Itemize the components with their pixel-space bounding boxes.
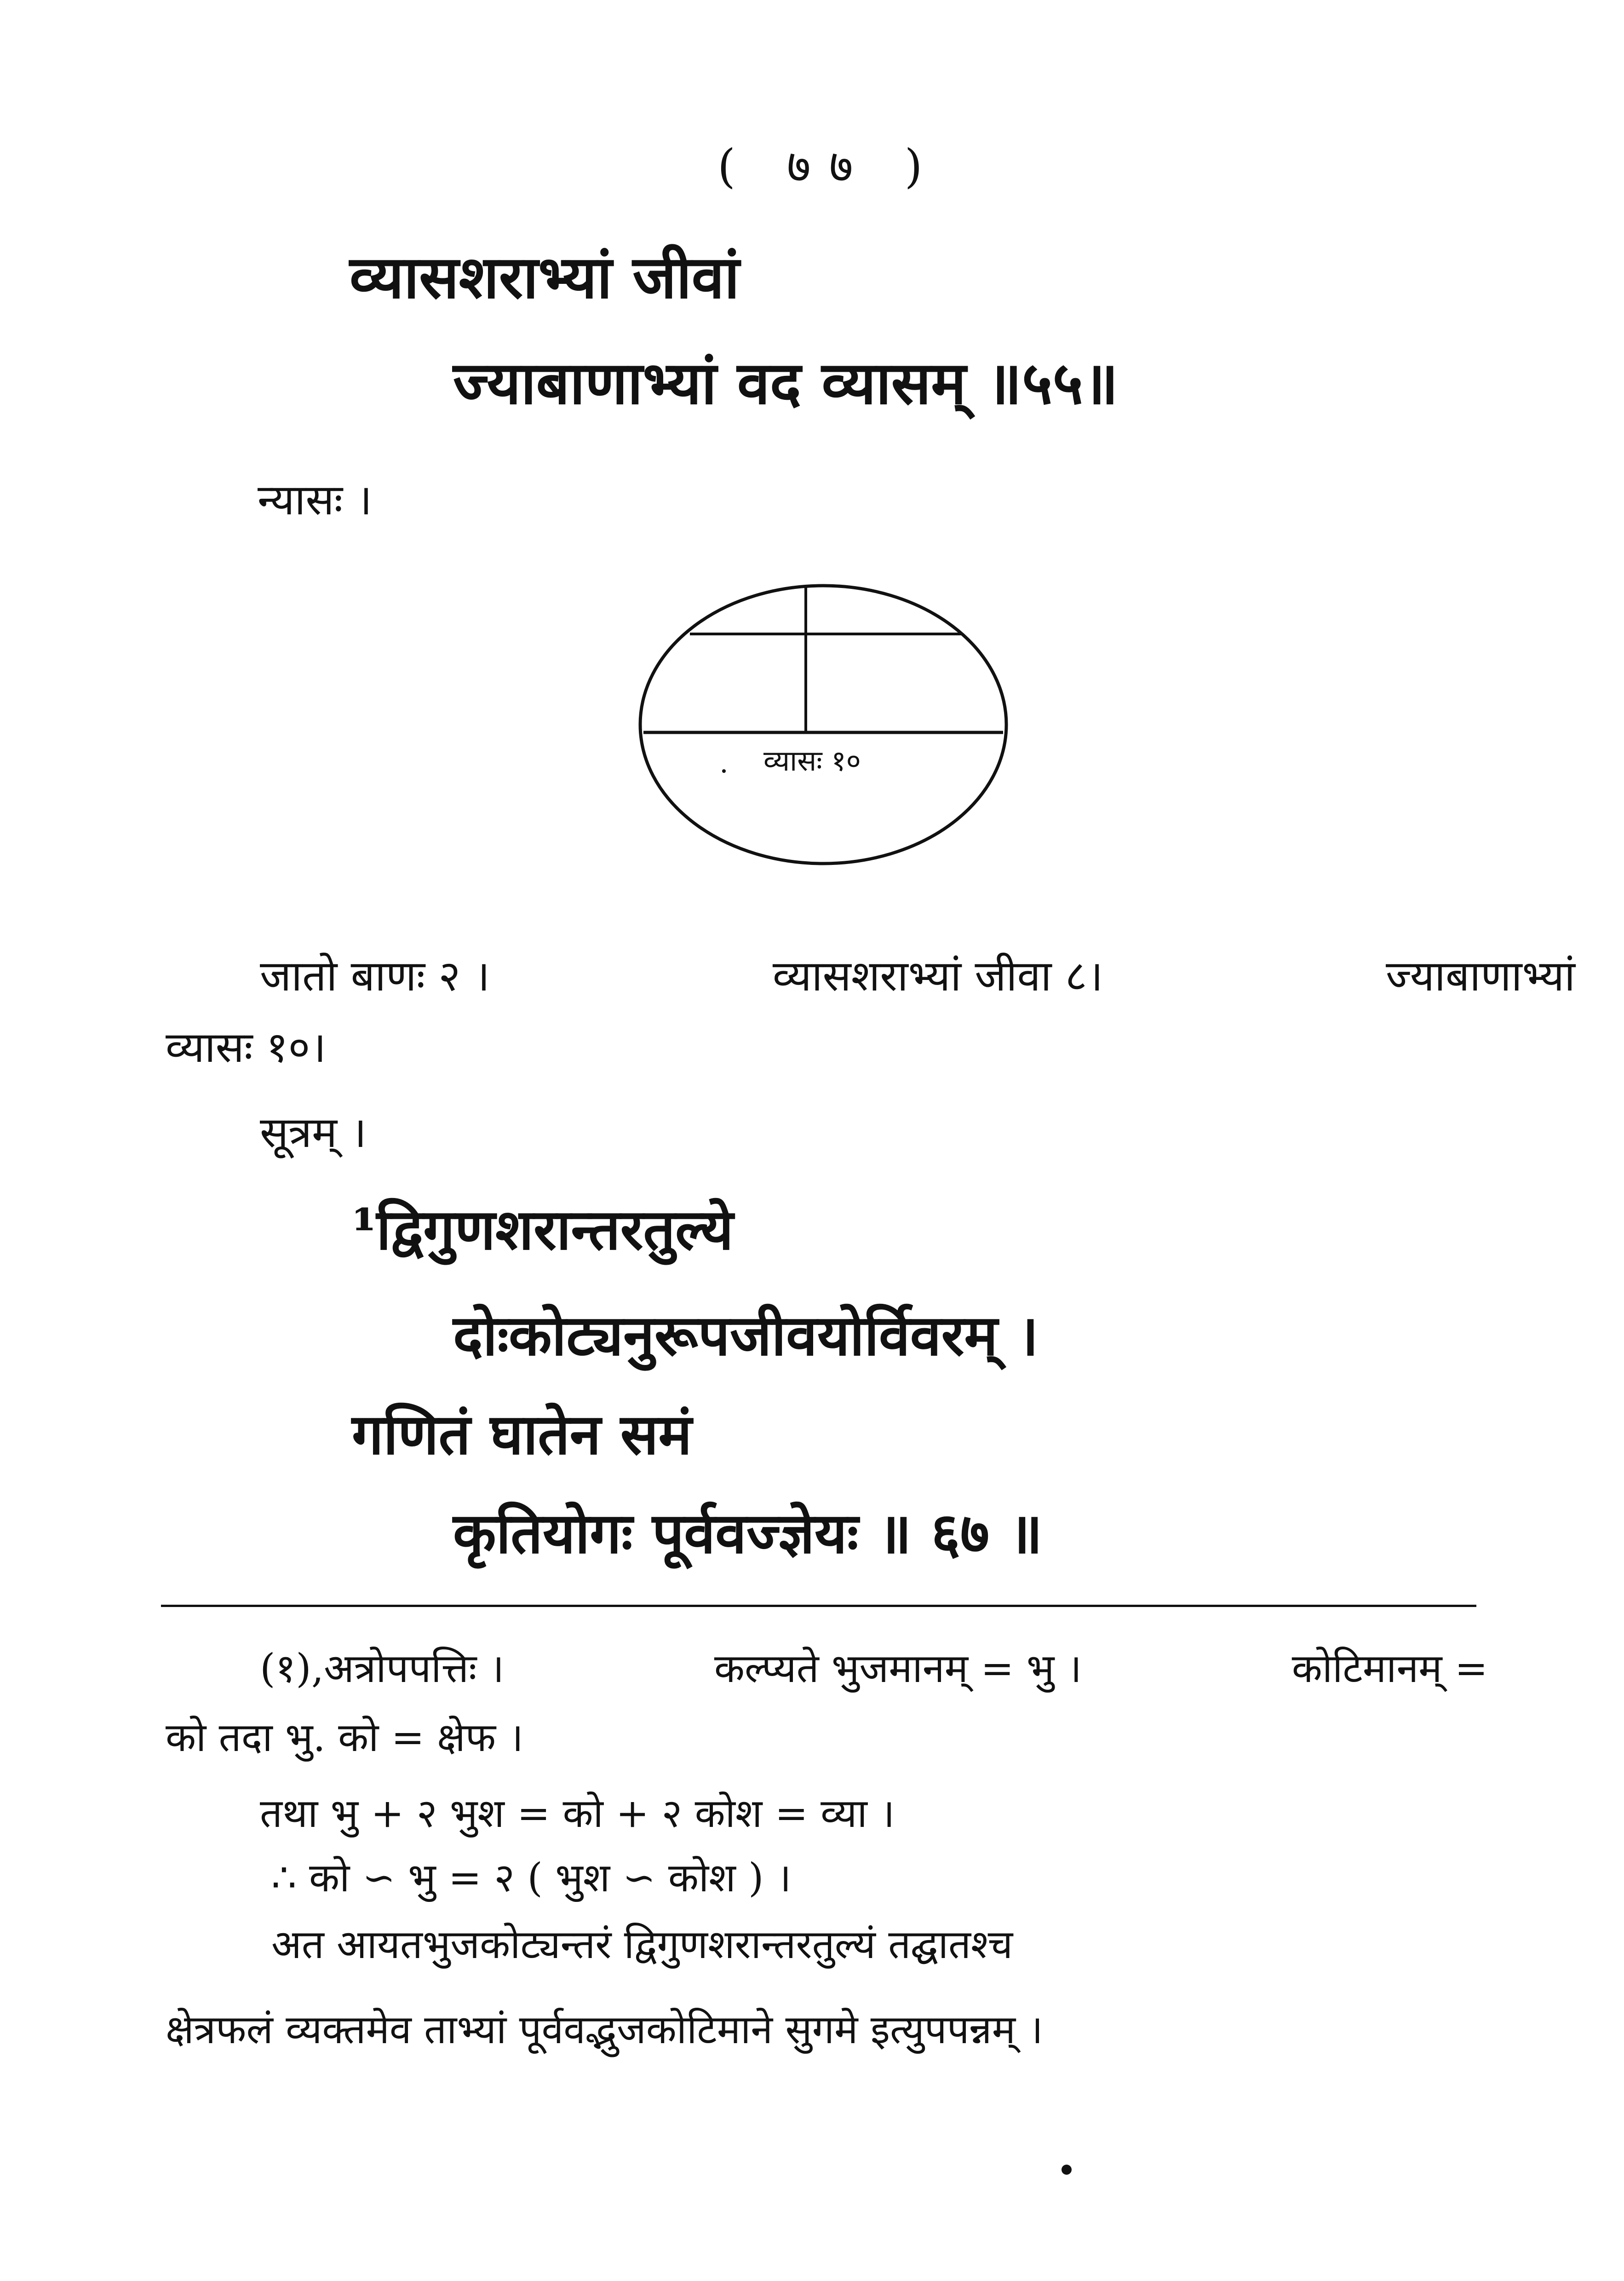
verse-67-line-2: दोःकोट्यनुरूपजीवयोर्विवरम् । (453, 1302, 1039, 1368)
verse-67-line-4: कृतियोगः पूर्ववज्ज्ञेयः ॥ ६७ ॥ (453, 1500, 1043, 1566)
footnote-line-6: क्षेत्रफलं व्यक्तमेव ताभ्यां पूर्ववद्भुजकोटिमाने सुगमे इत्युपपन्नम् । (166, 2007, 1043, 2053)
verse-55-line-2: ज्याबाणाभ्यां वद व्यासम् ॥५५॥ (453, 349, 1119, 418)
verse-67-line-3: गणितं घातेन समं (352, 1401, 692, 1467)
diameter-label: व्यासः १० (763, 744, 861, 778)
circle-diagram-svg (630, 575, 1016, 870)
footnote-koti: कोटिमानम् = (1291, 1646, 1488, 1692)
circle-outline (640, 586, 1006, 864)
circle-diagram (630, 575, 1016, 871)
example-chord-value: व्यासशराभ्यां जीवा ८। (772, 951, 1103, 1001)
ink-speck (1062, 2165, 1072, 2175)
example-line-1 (260, 945, 1575, 1003)
footnote-divider (161, 1605, 1476, 1607)
verse-55-line-1: व्यासशराभ्यां जीवां (350, 243, 740, 312)
footnote-line-2: को तदा भु. को = क्षेफ । (166, 1715, 524, 1761)
footnote-bhuja: कल्प्यते भुजमानम् = भु । (714, 1646, 1082, 1692)
example-line-2: व्यासः १०। (166, 1023, 327, 1072)
footnote-line-3: तथा भु + २ भुश = को + २ कोश = व्या । (260, 1791, 895, 1837)
footnote-line-1 (260, 1640, 1488, 1694)
footnote-line-5: अत आयतभुजकोट्यन्तरं द्विगुणशरान्तरतुल्यं तद्घातश्च (271, 1922, 1013, 1968)
verse-67-line-1: ¹द्विगुणशरान्तरतुल्ये (352, 1196, 734, 1262)
footnote-line-4: ∴ को ∽ भु = २ ( भुश ∽ कोश ) । (271, 1855, 792, 1901)
ink-speck-small (722, 769, 726, 773)
example-diameter-intro: ज्याबाणाभ्यां (1386, 951, 1575, 1001)
example-arrow-value: जातो बाणः २ । (260, 951, 490, 1001)
sutram-label: सूत्रम् । (260, 1108, 367, 1157)
footnote-marker: (१),अत्रोपपत्तिः । (260, 1646, 505, 1692)
page-number: ( ७७ ) (717, 139, 941, 193)
nyasa-label: न्यासः । (258, 475, 373, 524)
